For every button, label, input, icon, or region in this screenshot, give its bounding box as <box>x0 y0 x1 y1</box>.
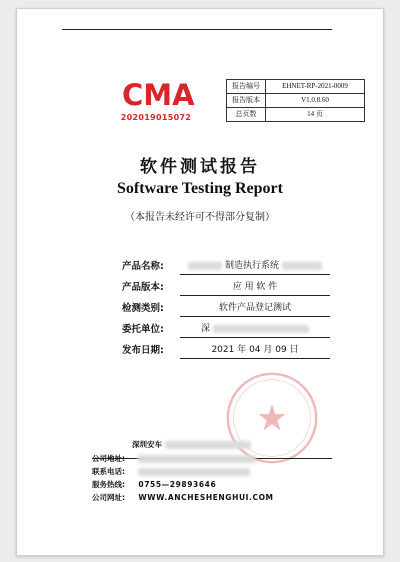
redacted-text <box>188 262 222 270</box>
company-name: 深圳安车 <box>132 439 251 450</box>
company-website-row <box>92 491 274 504</box>
redacted-text <box>282 262 322 270</box>
address-label: 公司地址: <box>92 454 125 463</box>
hotline-label: 服务热线: <box>92 480 125 489</box>
info-value: V1.0.8.60 <box>266 94 365 108</box>
company-contact-block <box>92 452 274 504</box>
field-value-client: 深 <box>180 322 330 338</box>
redacted-text <box>213 325 309 333</box>
phone-label: 联系电话: <box>92 467 125 476</box>
company-address-row <box>92 452 274 465</box>
report-copy-note: （本报告未经许可不得部分复制） <box>125 212 275 223</box>
company-phone-row <box>92 465 274 478</box>
redacted-text <box>138 468 250 476</box>
field-label-client: 委托单位: <box>122 324 164 335</box>
cma-logo-number: 202019015072 <box>120 113 192 122</box>
info-key: 总页数 <box>227 108 266 122</box>
website-value: WWW.ANCHESHENGHUI.COM <box>138 493 274 502</box>
report-info-table <box>226 79 365 122</box>
cma-logo-letters: CMA <box>122 78 195 112</box>
field-value-product-name: 制造执行系统 <box>180 259 330 275</box>
table-row <box>227 80 365 94</box>
field-value-release-date: 2021 年 04 月 09 日 <box>180 343 330 359</box>
field-label-product-version: 产品版本: <box>122 282 164 293</box>
company-hotline-row <box>92 478 274 491</box>
table-row <box>227 94 365 108</box>
redacted-text <box>165 441 251 449</box>
info-value: EHNET-RP-2021-0009 <box>266 80 365 94</box>
info-key: 报告编号 <box>227 80 266 94</box>
hotline-value: 0755—29893646 <box>138 480 217 489</box>
field-label-release-date: 发布日期: <box>122 345 164 356</box>
field-label-test-category: 检测类别: <box>122 303 164 314</box>
redacted-text <box>138 455 256 463</box>
website-label: 公司网址: <box>92 493 125 502</box>
field-value-product-version: 应 用 软 件 <box>180 280 330 296</box>
table-row <box>227 108 365 122</box>
info-value: 14 页 <box>266 108 365 122</box>
field-label-product-name: 产品名称: <box>122 261 164 272</box>
report-title-cn: 软件测试报告 <box>140 157 260 177</box>
top-divider <box>62 29 332 30</box>
cma-logo <box>120 78 195 129</box>
field-value-test-category: 软件产品登记测试 <box>180 301 330 317</box>
report-title-en: Software Testing Report <box>117 180 283 197</box>
info-key: 报告版本 <box>227 94 266 108</box>
